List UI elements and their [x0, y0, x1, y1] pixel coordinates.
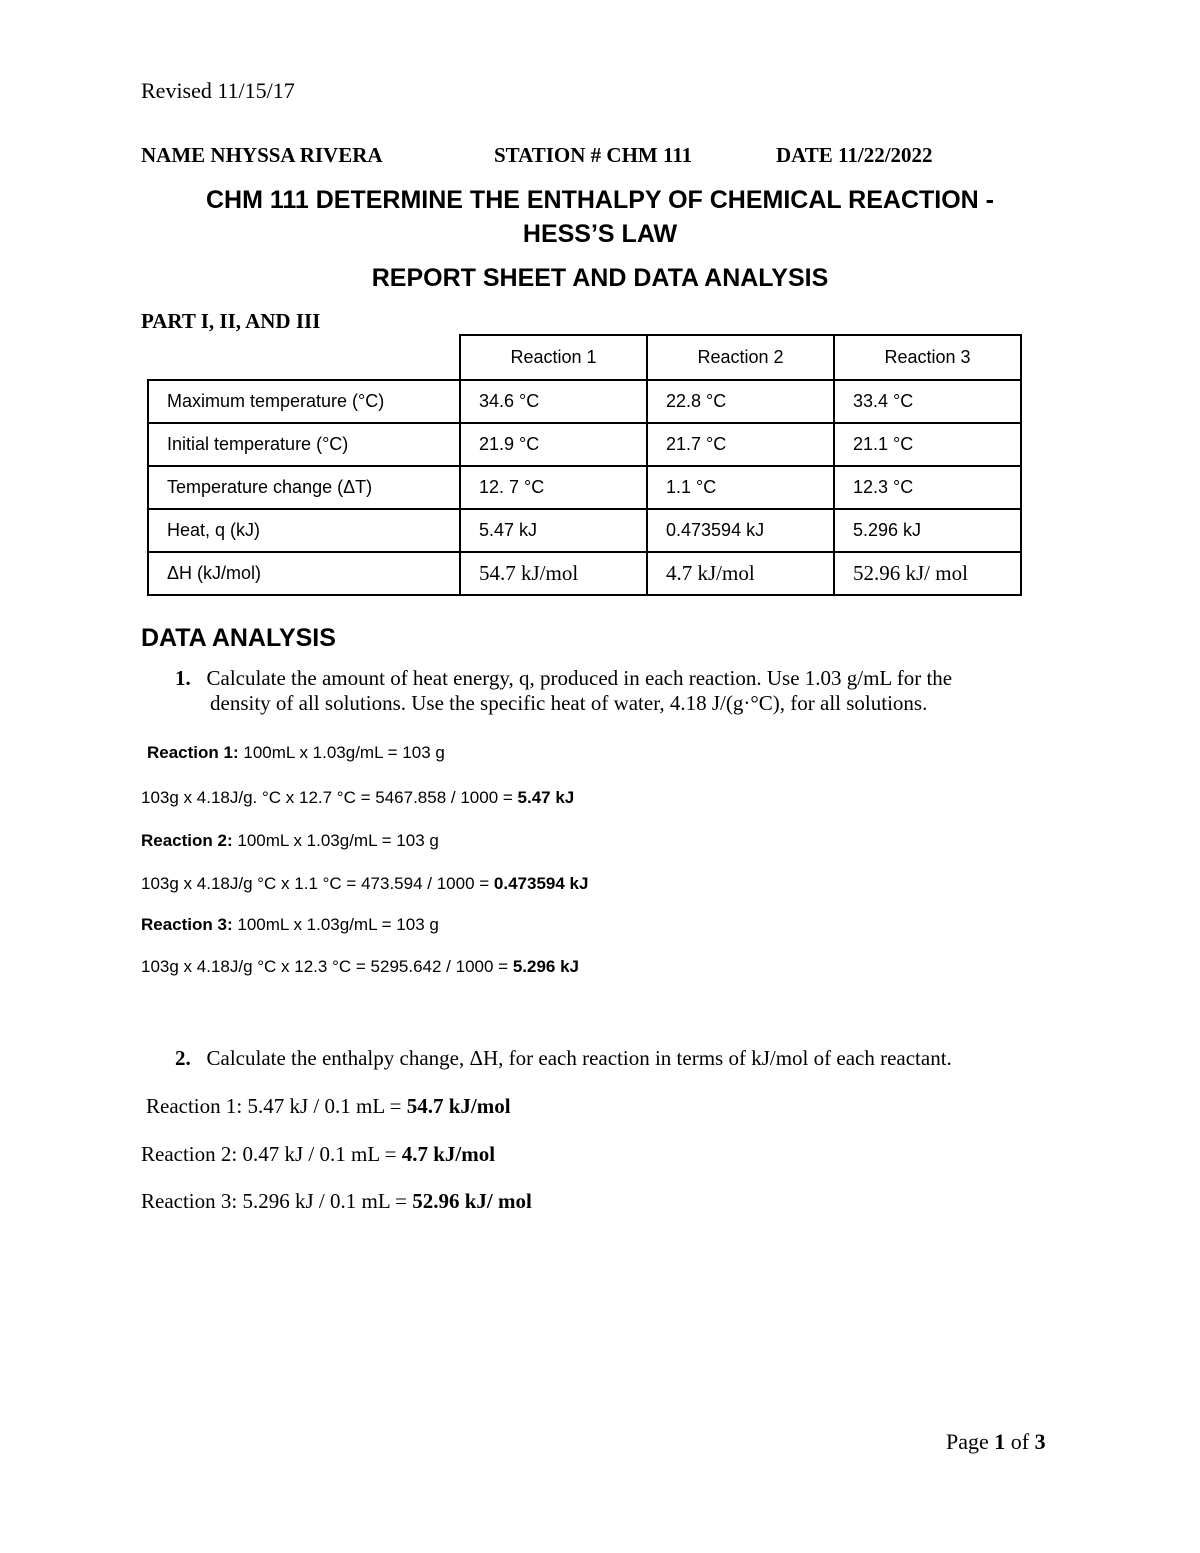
page-word: Page: [946, 1429, 989, 1454]
question-number: 1.: [175, 666, 191, 690]
calc-text: 100mL x 1.03g/mL = 103 g: [243, 743, 445, 762]
table-row: [148, 380, 1021, 423]
question-text: density of all solutions. Use the specific heat of water, 4.18 J/(g·°C), for all solutions.: [210, 691, 928, 715]
answer-result: 52.96 kJ/ mol: [412, 1189, 532, 1213]
table-cell: 5.47 kJ: [460, 509, 647, 552]
row-label: Heat, q (kJ): [148, 509, 460, 552]
document-title-line-1: CHM 111 DETERMINE THE ENTHALPY OF CHEMICAL REACTION -: [205, 186, 995, 214]
calc-line: [141, 957, 579, 977]
calc-line: [141, 915, 439, 935]
row-label: ΔH (kJ/mol): [148, 552, 460, 595]
table-cell: 22.8 °C: [647, 380, 834, 423]
revised-date: Revised 11/15/17: [141, 78, 295, 103]
calc-label: Reaction 2:: [141, 831, 233, 850]
question-number: 2.: [175, 1046, 191, 1070]
data-analysis-heading: DATA ANALYSIS: [141, 624, 336, 652]
calc-text: 103g x 4.18J/g °C x 12.3 °C = 5295.642 / 1000 =: [141, 957, 513, 976]
calc-line: [141, 831, 439, 851]
table-cell: 4.7 kJ/mol: [647, 552, 834, 595]
column-header: Reaction 1: [460, 335, 647, 380]
results-table: [147, 334, 1022, 596]
table-row: [148, 552, 1021, 595]
calc-result: 5.47 kJ: [517, 788, 575, 807]
table-row: [148, 509, 1021, 552]
table-cell: 21.9 °C: [460, 423, 647, 466]
table-cell: 33.4 °C: [834, 380, 1021, 423]
question-text: Calculate the enthalpy change, ΔH, for each reaction in terms of kJ/mol of each reactant.: [206, 1046, 952, 1070]
of-word: of: [1010, 1429, 1030, 1454]
station-number: STATION # CHM 111: [494, 143, 693, 167]
table-cell: 12.3 °C: [834, 466, 1021, 509]
answer-line: [141, 1189, 532, 1214]
question-text: Calculate the amount of heat energy, q, produced in each reaction. Use 1.03 g/mL for the: [206, 666, 953, 690]
calc-label: Reaction 1:: [147, 743, 239, 762]
table-cell: 0.473594 kJ: [647, 509, 834, 552]
row-label: Temperature change (ΔT): [148, 466, 460, 509]
table-cell: 34.6 °C: [460, 380, 647, 423]
calc-result: 0.473594 kJ: [493, 874, 589, 893]
question-1: [175, 666, 952, 716]
document-subtitle: REPORT SHEET AND DATA ANALYSIS: [371, 264, 829, 292]
table-row: [148, 466, 1021, 509]
document-title-line-2: HESS’S LAW: [522, 220, 678, 248]
calc-result: 5.296 kJ: [512, 957, 579, 976]
calc-text: 100mL x 1.03g/mL = 103 g: [237, 915, 439, 934]
answer-text: Reaction 2: 0.47 kJ / 0.1 mL =: [141, 1142, 402, 1166]
report-date: DATE 11/22/2022: [776, 143, 933, 167]
calc-line: [141, 874, 588, 894]
table-cell: 54.7 kJ/mol: [460, 552, 647, 595]
row-label: Initial temperature (°C): [148, 423, 460, 466]
question-2: [175, 1046, 952, 1071]
row-label: Maximum temperature (°C): [148, 380, 460, 423]
calc-text: 103g x 4.18J/g. °C x 12.7 °C = 5467.858 / 1000 =: [141, 788, 518, 807]
table-cell: 21.7 °C: [647, 423, 834, 466]
table-cell: 1.1 °C: [647, 466, 834, 509]
table-cell: 21.1 °C: [834, 423, 1021, 466]
answer-result: 54.7 kJ/mol: [406, 1094, 511, 1118]
student-name: NAME NHYSSA RIVERA: [141, 143, 383, 167]
page-total: 3: [1034, 1429, 1046, 1454]
table-row: [148, 423, 1021, 466]
table-corner-cell: [148, 335, 460, 380]
table-cell: 52.96 kJ/ mol: [834, 552, 1021, 595]
answer-text: Reaction 1: 5.47 kJ / 0.1 mL =: [146, 1094, 407, 1118]
part-heading: PART I, II, AND III: [141, 309, 321, 333]
answer-result: 4.7 kJ/mol: [401, 1142, 496, 1166]
table-cell: 5.296 kJ: [834, 509, 1021, 552]
column-header: Reaction 3: [834, 335, 1021, 380]
answer-line: [141, 1142, 495, 1167]
column-header: Reaction 2: [647, 335, 834, 380]
answer-line: [146, 1094, 511, 1119]
table-header-row: [148, 335, 1021, 380]
table-cell: 12. 7 °C: [460, 466, 647, 509]
calc-label: Reaction 3:: [141, 915, 233, 934]
page-number: 1: [994, 1429, 1006, 1454]
calc-line: [141, 788, 574, 808]
calc-line: [147, 743, 445, 763]
calc-text: 100mL x 1.03g/mL = 103 g: [237, 831, 439, 850]
answer-text: Reaction 3: 5.296 kJ / 0.1 mL =: [141, 1189, 413, 1213]
page-footer: [946, 1429, 1046, 1455]
calc-text: 103g x 4.18J/g °C x 1.1 °C = 473.594 / 1000 =: [141, 874, 494, 893]
